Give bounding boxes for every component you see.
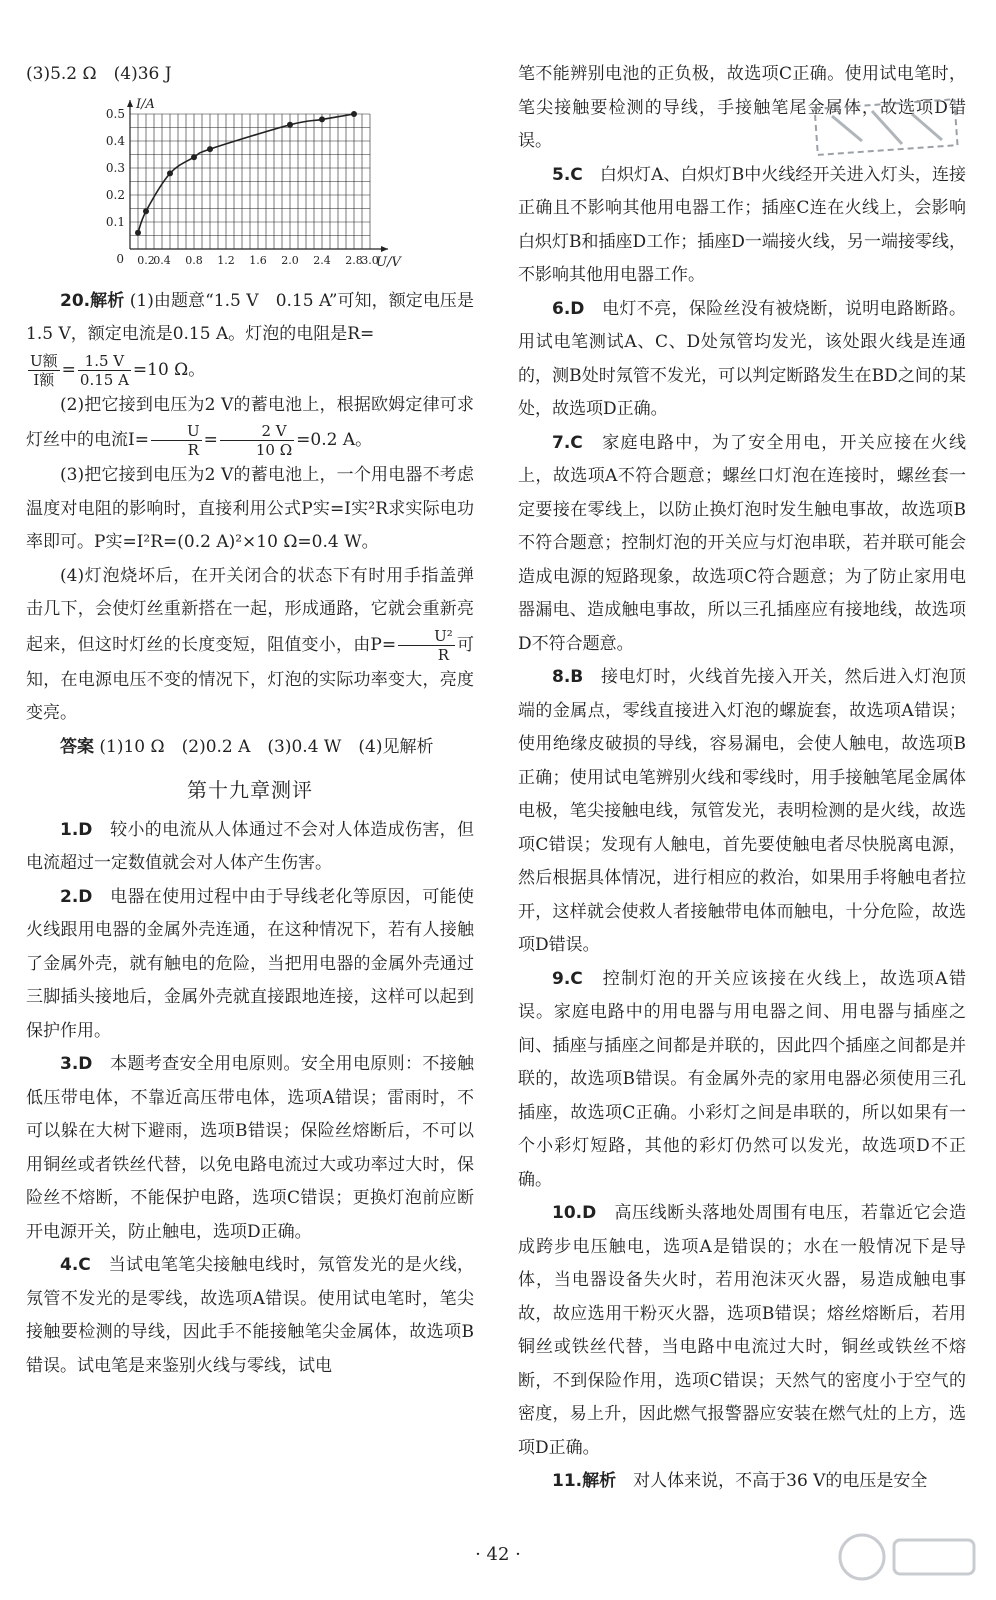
q7-text: 家庭电路中，为了安全用电，开关应接在火线上，故选项A不符合题意；螺丝口灯泡在连接时，螺丝套一定要接在零线上，以防止换灯泡时发生触电事故，故选项B不符合题意；控制灯泡的开关应与灯泡串联，若并联可能会造成电源的短路现象，故选项C符合题意；为了防止家用电器漏电、造成触电事故，所以三孔插座应有接地线，故选项D不符合题意。 — [518, 432, 967, 654]
iu-chart-svg — [96, 94, 401, 279]
q1-text: 较小的电流从人体通过不会对人体造成伤害，但电流超过一定数值就会对人体产生伤害。 — [26, 819, 475, 873]
y-tick-label: 0.1 — [105, 214, 125, 229]
result: =10 Ω。 — [132, 359, 206, 380]
x-tick-label: 0.2 — [137, 253, 155, 267]
q20-text-1: (1)由题意“1.5 V 0.15 A”可知，额定电压是1.5 V，额定电流是0.15 A。灯泡的电阻是R= — [26, 290, 474, 344]
frac-den: 0.15 A — [79, 370, 129, 389]
q20-part2 — [26, 389, 474, 460]
q1 — [26, 814, 474, 881]
x-axis-label: U/V — [376, 254, 401, 270]
result: =0.2 A。 — [296, 430, 373, 450]
watermark-logo-icon — [832, 1522, 982, 1592]
answer-label: 答案 — [60, 736, 94, 757]
q4 — [26, 1249, 474, 1383]
y-tick-label: 0.2 — [105, 187, 125, 202]
q5-text: 白炽灯A、白炽灯B中火线经开关进入灯头，连接正确且不影响其他用电器工作；插座C连在火线上，会影响白炽灯B和插座D工作；插座D一端接火线，另一端接零线，不影响其他用电器工作。 — [518, 164, 967, 285]
x-tick-label: 1.6 — [249, 253, 267, 267]
x-tick-label: 2.4 — [313, 253, 331, 267]
page-number: · 42 · — [475, 1544, 521, 1565]
q20-part3: (3)把它接到电压为2 V的蓄电池上，一个用电器不考虑温度对电阻的影响时，直接利用公式P实=I实²R求实际电功率即可。P实=I²R=(0.2 A)²×10 Ω=0.4 W。 — [26, 465, 474, 552]
frac-num: 1.5 V — [78, 352, 131, 371]
q6-text: 电灯不亮，保险丝没有被烧断，说明电路断路。用试电笔测试A、C、D处氖管均发光，该处跟火线是连通的，测B处时氖管不发光，可以判定断路发生在BD之间的某处，故选项D正确。 — [518, 298, 967, 419]
stamp-icon — [812, 96, 962, 156]
x-tick-label: 2.8 — [345, 253, 363, 267]
q20-formula-1 — [26, 352, 474, 389]
left-column — [26, 58, 474, 1383]
data-point — [319, 116, 325, 122]
q9 — [518, 963, 966, 1198]
x-tick-label: 2.0 — [281, 253, 299, 267]
q10-label: 10.D — [552, 1203, 597, 1223]
fraction-u-over-r — [151, 422, 202, 459]
q20-part4 — [26, 560, 474, 731]
q11-text: 对人体来说，不高于36 V的电压是安全 — [633, 1471, 928, 1491]
q8-label: 8.B — [552, 667, 584, 687]
fraction-u-over-i — [28, 352, 60, 389]
q20-text-4-end: 可知，在电源电压不变的情况下，灯泡的实际功率变大，亮度变亮。 — [26, 634, 475, 723]
frac-den: 10 Ω — [255, 441, 293, 459]
q8 — [518, 661, 966, 963]
q20-answer — [26, 731, 474, 765]
q2-label: 2.D — [60, 886, 93, 907]
iu-chart — [96, 94, 401, 279]
q7-label: 7.C — [552, 432, 583, 453]
q1-label: 1.D — [60, 819, 93, 840]
data-point — [351, 111, 357, 117]
q3 — [26, 1048, 474, 1249]
q6 — [518, 293, 966, 427]
q3-text: 本题考查安全用电原则。安全用电原则：不接触低压带电体，不靠近高压带电体，选项A错误；雷雨时，不可以躲在大树下避雨，选项B错误；保险丝熔断后，不可以用铜丝或者铁丝代替，以免电路电流过大或功率过大时，保险丝不熔断，不能保护电路，选项C错误；更换灯泡前应断开电源开关，防止触电，选项D正确。 — [26, 1054, 475, 1242]
equals: = — [203, 430, 218, 450]
q2 — [26, 881, 474, 1049]
y-tick-label: 0.5 — [105, 106, 125, 121]
equals: = — [61, 359, 76, 380]
x-tick-label: 0.4 — [153, 253, 171, 267]
section-title: 第十九章测评 — [187, 778, 313, 802]
frac-num: U — [151, 422, 202, 441]
q2-text: 电器在使用过程中由于导线老化等原因，可能使火线跟用电器的金属外壳连通，在这种情况下，若有人接触了金属外壳，就有触电的危险，当把用电器的金属外壳通过三脚插头接地后，金属外壳就直接跟地连接，这样可以起到保护作用。 — [26, 886, 475, 1041]
frac-num: U额 — [30, 351, 58, 370]
q20-text-2: (2)把它接到电压为2 V的蓄电池上，根据欧姆定律可求灯丝中的电流I= — [26, 394, 474, 450]
q9-label: 9.C — [552, 968, 583, 989]
q11-label: 11.解析 — [552, 1471, 617, 1491]
q10 — [518, 1197, 966, 1465]
q7 — [518, 427, 966, 662]
answer-line-3-4: (3)5.2 Ω (4)36 J — [26, 64, 172, 84]
q10-text: 高压线断头落地处周围有电压，若靠近它会造成跨步电压触电，选项A是错误的；水在一般情况下是导体，当电器设备失火时，若用泡沫灭火器，易造成触电事故，故应选用干粉灭火器，选项B错误；熔丝熔断后，若用铜丝或铁丝代替，当电路中电流过大时，铜丝或铁丝不熔断，不到保险作用，选项C错误；天然气的密度小于空气的密度，易上升，因此燃气报警器应安装在燃气灶的上方，选项D正确。 — [518, 1203, 967, 1458]
data-point — [135, 229, 141, 235]
q9-text: 控制灯泡的开关应该接在火线上，故选项A错误。家庭电路中的用电器与用电器之间、用电器与插座之间、插座与插座之间都是并联的，因此四个插座之间都是并联的，故选项B错误。有金属外壳的家用电器必须使用三孔插座，故选项C正确。小彩灯之间是串联的，所以如果有一个小彩灯短路，其他的彩灯仍然可以发光，故选项D不正确。 — [518, 968, 966, 1190]
q20-part1 — [26, 285, 474, 352]
answer-text: (1)10 Ω (2)0.2 A (3)0.4 W (4)见解析 — [99, 736, 434, 757]
data-point — [143, 208, 149, 214]
fraction-values — [78, 352, 131, 389]
data-point — [287, 121, 293, 127]
origin-label: 0 — [116, 251, 124, 266]
frac-den: R — [437, 645, 450, 664]
q5 — [518, 159, 966, 293]
y-tick-label: 0.4 — [105, 133, 125, 148]
fraction-u2-over-r — [398, 627, 455, 664]
x-tick-label: 3.0 — [361, 253, 379, 267]
frac-num: U² — [398, 627, 455, 646]
q8-text: 接电灯时，火线首先接入开关，然后进入灯泡顶端的金属点，零线直接进入灯泡的螺旋套，故选项A错误；使用绝缘皮破损的导线，容易漏电，会使人触电，故选项B正确；使用试电笔辨别火线和零线时，用手接触笔尾金属体电极，笔尖接触电线，氖管发光，表明检测的是火线，故选项C错误；发现有人触电，首先要使触电者尽快脱离电源，然后根据具体情况，进行相应的救治，如果用手将触电者拉开，这样就会使救人者接触带电体而触电，十分危险，故选项D错误。 — [518, 667, 967, 955]
data-point — [191, 154, 197, 160]
x-tick-label: 1.2 — [217, 253, 235, 267]
y-axis-arrow — [127, 100, 133, 107]
y-axis-label: I/A — [136, 96, 155, 112]
x-tick-label: 0.8 — [185, 253, 203, 267]
q20-text-4: (4)灯泡烧坏后，在开关闭合的状态下有时用手指盖弹击几下，会使灯丝重新搭在一起，形成通路，它就会重新亮起来，但这时灯丝的长度变短，阻值变小，由P= — [26, 565, 474, 655]
y-tick-label: 0.3 — [105, 160, 125, 175]
right-column — [518, 58, 966, 1499]
q4-continued: 笔不能辨别电池的正负极，故选项C正确。使用试电笔时，笔尖接触要检测的导线，手接触笔尾金属体，故选项D错误。 — [518, 64, 966, 151]
data-point — [167, 170, 173, 176]
data-point — [207, 146, 213, 152]
frac-den: R — [187, 441, 199, 459]
q20-label: 20.解析 — [60, 290, 125, 311]
q11 — [518, 1465, 966, 1499]
q3-label: 3.D — [60, 1054, 93, 1074]
q4-text: 当试电笔笔尖接触电线时，氖管发光的是火线，氖管不发光的是零线，故选项A错误。使用试电笔时，笔尖接触要检测的导线，因此手不能接触笔尖金属体，故选项B错误。试电笔是来鉴别火线与零线，试电 — [26, 1255, 475, 1376]
q5-label: 5.C — [552, 164, 583, 185]
x-axis-arrow — [381, 246, 388, 252]
frac-num: 2 V — [220, 422, 294, 441]
frac-den: I额 — [33, 370, 55, 389]
fraction-values-2 — [220, 422, 294, 459]
q4-label: 4.C — [60, 1255, 91, 1275]
q6-label: 6.D — [552, 298, 585, 319]
